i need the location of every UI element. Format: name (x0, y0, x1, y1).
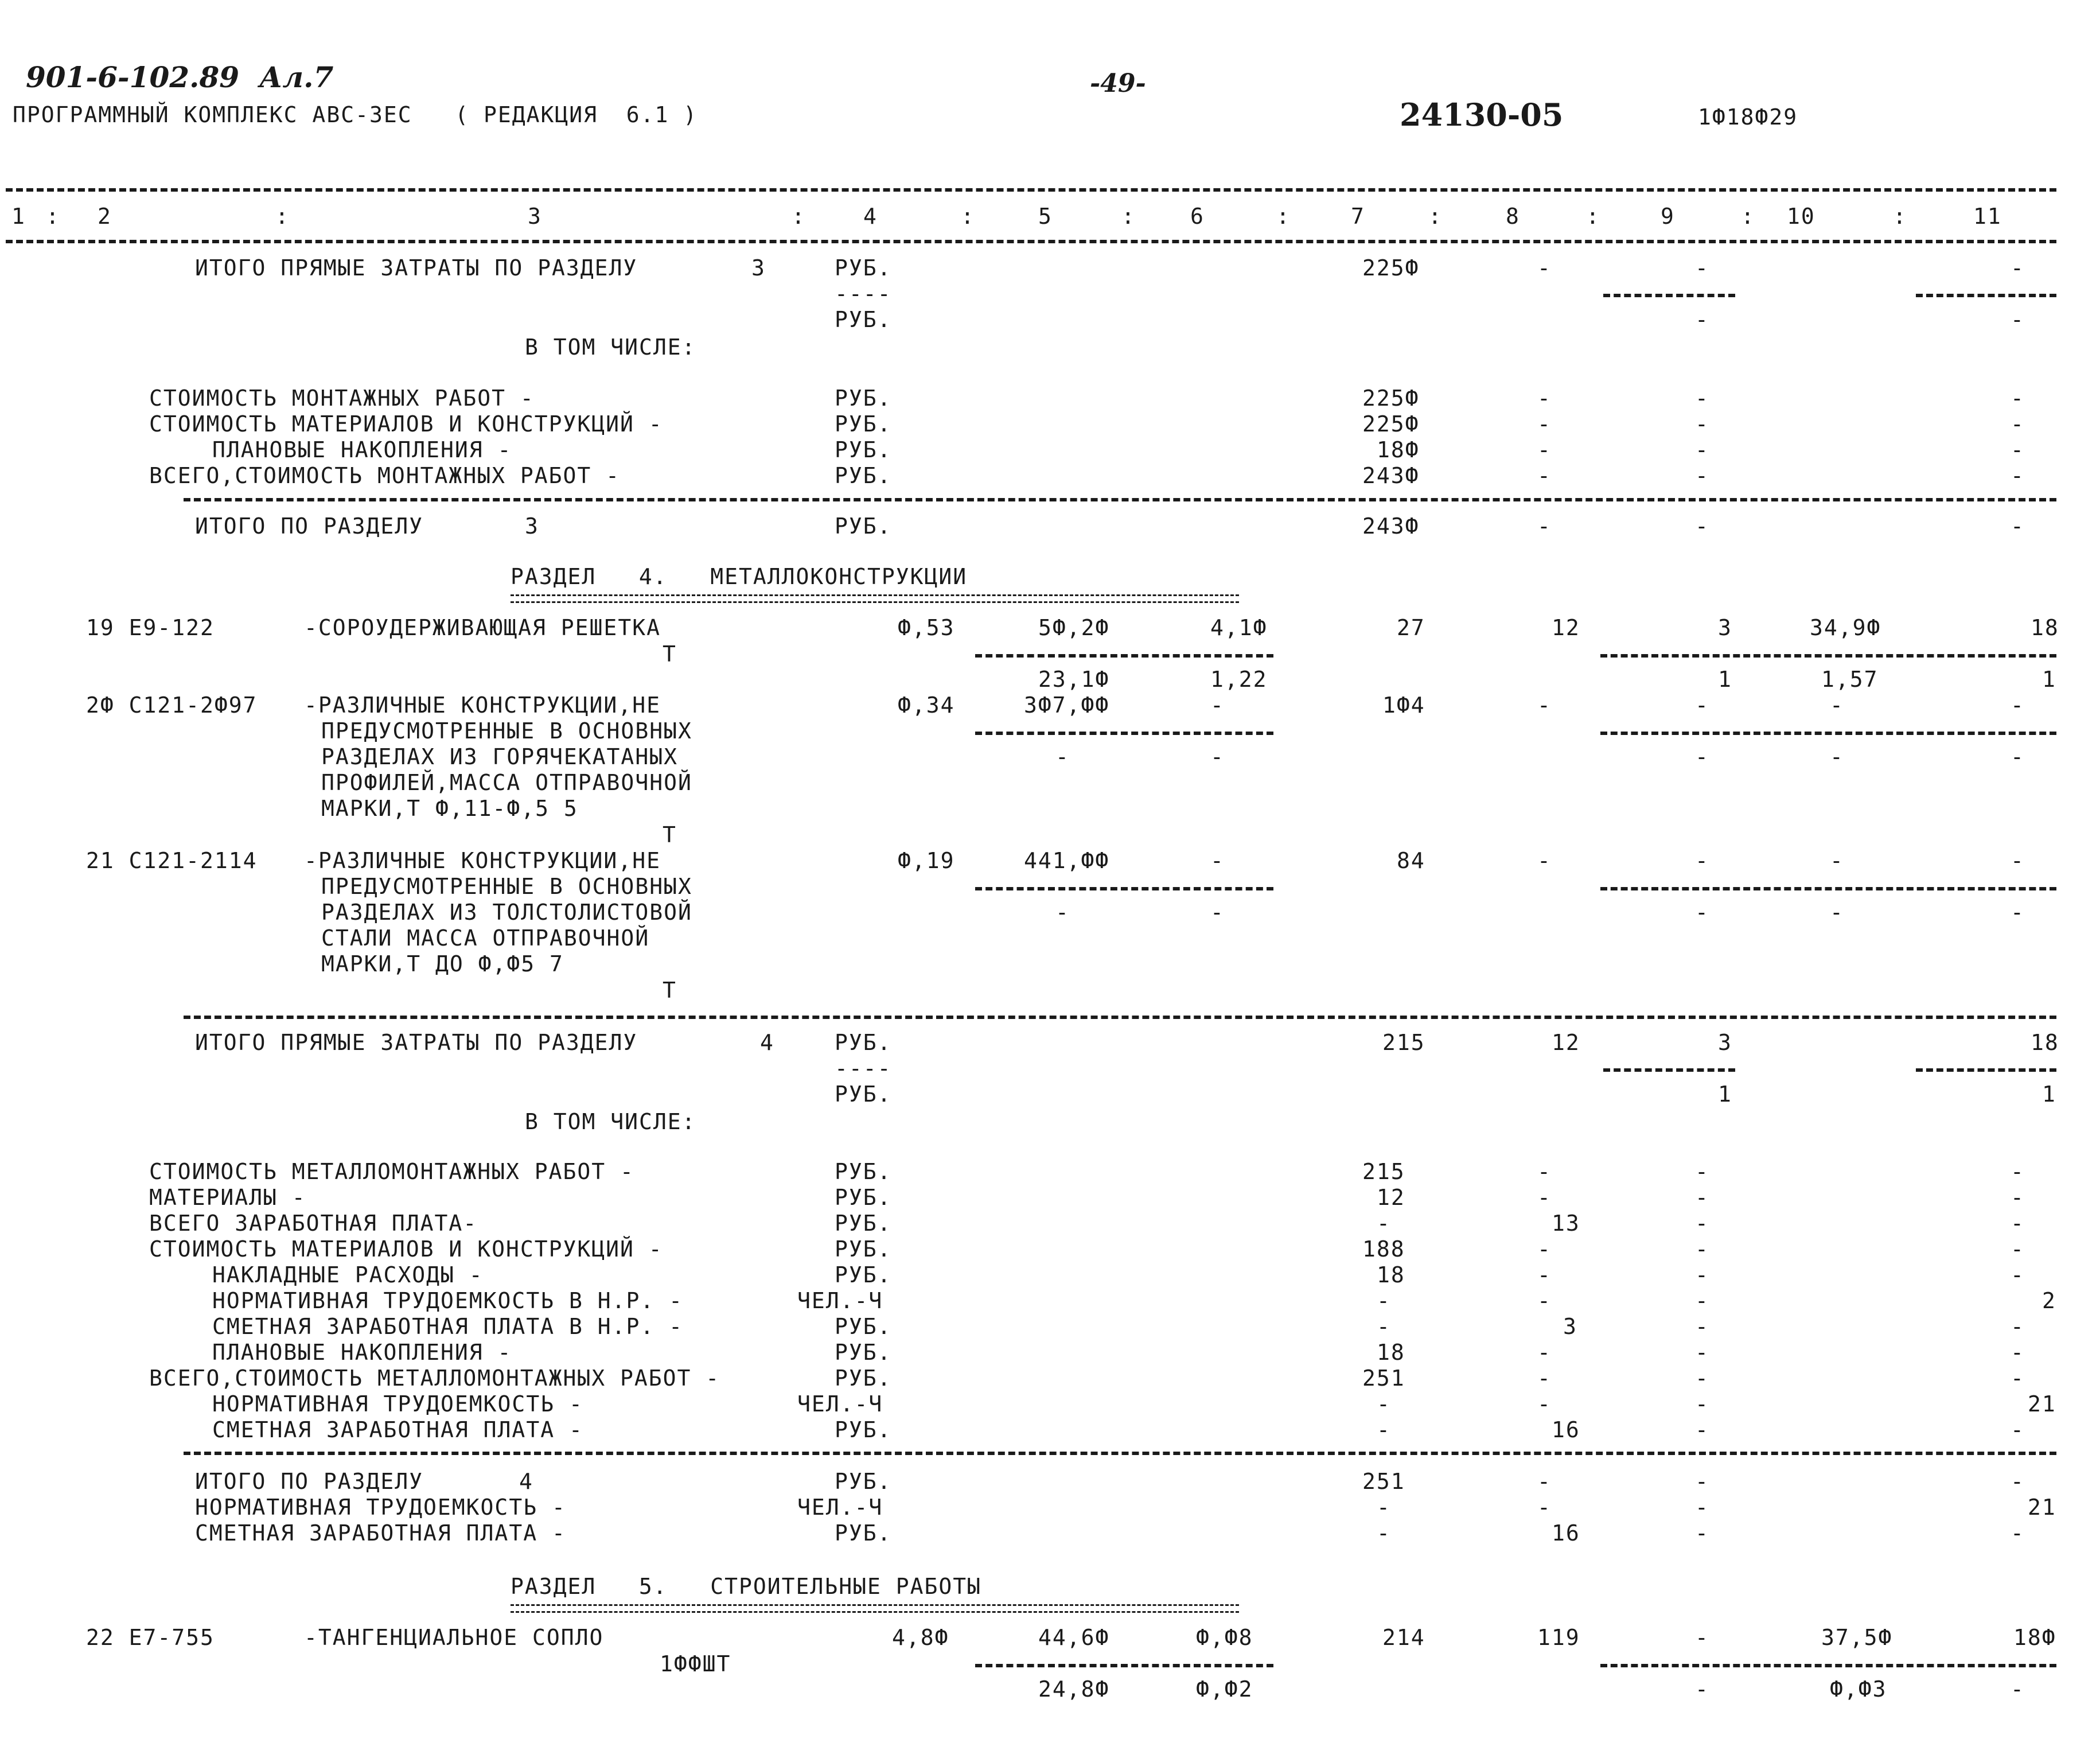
item-19-no: 19 Е9-122 (86, 615, 215, 640)
col-6: 6 (1190, 204, 1205, 229)
page-number: -49- (1090, 69, 1146, 98)
col-10: 10 (1787, 204, 1815, 229)
s3-c7: 225Ф (1362, 255, 1420, 281)
code: 1Ф18Ф29 (1698, 104, 1798, 130)
header-rule-top (6, 188, 2056, 192)
section-5-title: РАЗДЕЛ 5. СТРОИТЕЛЬНЫЕ РАБОТЫ (511, 1574, 981, 1599)
estimate-page: 901-6-102.89 Ал.7 ПРОГРАММНЫЙ КОМПЛЕКС АВС-3ЕС ( РЕДАКЦИЯ 6.1 ) -49- 24130-05 1Ф18Ф29 1 : 2 : 3 : 4 : 5 : 6 : 7 : 8 : 9 : 10 : 11 ИТОГО ПРЯМЫЕ ЗАТРАТЫ ПО РАЗДЕЛУ 3 РУБ. ---- РУБ. 225Ф - - - - - В ТОМ ЧИСЛЕ: СТОИМОСТЬ МОНТАЖНЫХ РАБОТ - СТОИМОСТЬ МАТЕРИАЛОВ И КОНСТРУКЦИЙ - ПЛАНОВЫЕ НАКОПЛЕНИЯ - ВСЕГО,СТОИМОСТЬ МОНТАЖНЫХ РАБОТ - РУБ. РУБ. РУБ. РУБ. 225Ф 225Ф 18Ф 243Ф - - - - - - - - - - - - ИТОГО ПО РАЗДЕЛУ 3 РУБ. 243Ф - - - РАЗДЕЛ 4. МЕТАЛЛОКОНСТРУКЦИИ 19 Е9-122 -СОРОУДЕРЖИВАЮЩАЯ РЕШЕТКА Т Ф,53 5Ф,2Ф 4,1Ф 27 12 3 34,9Ф 18 23,1Ф 1,22 1 1,57 1 2Ф С121-2Ф97 -РАЗЛИЧНЫЕ КОНСТРУКЦИИ,НЕ ПРЕДУСМОТРЕННЫЕ В ОСНОВНЫХ РАЗДЕЛАХ ИЗ ГОРЯЧЕКАТАНЫХ ПРОФИЛЕЙ,МАССА ОТПРАВОЧНОЙ МАРКИ,Т Ф,11-Ф,5 5 Т Ф,34 3Ф7,ФФ - 1Ф4 - - - - - - - - - 21 С121-2114 -РАЗЛИЧНЫЕ КОНСТРУКЦИИ,НЕ ПРЕДУСМОТРЕННЫЕ В ОСНОВНЫХ РАЗДЕЛАХ ИЗ ТОЛСТОЛИСТОВОЙ СТАЛИ МАССА ОТПРАВОЧНОЙ МАРКИ,Т ДО Ф,Ф5 7 Т Ф,19 441,ФФ - 84 - - - - - - - - - ИТОГО ПРЯМЫЕ ЗАТРАТЫ ПО РАЗДЕЛУ 4 РУБ. ---- РУБ. 215 12 3 18 1 1 В ТОМ ЧИСЛЕ: СТОИМОСТЬ МЕТАЛЛОМОНТАЖНЫХ РАБОТ - МАТЕРИАЛЫ - ВСЕГО ЗАРАБОТНАЯ ПЛАТА- СТОИМОСТЬ МАТЕРИАЛОВ И КОНСТРУКЦИЙ - НАКЛАДНЫЕ РАСХОДЫ - НОРМАТИВНАЯ ТРУДОЕМКОСТЬ В Н.Р. - СМЕТНАЯ ЗАРАБОТНАЯ ПЛАТА В Н.Р. - ПЛАНОВЫЕ НАКОПЛЕНИЯ - ВСЕГО,СТОИМОСТЬ МЕТАЛЛОМОНТАЖНЫХ РАБОТ - НОРМАТИВНАЯ ТРУДОЕМКОСТЬ - СМЕТНАЯ ЗАРАБОТНАЯ ПЛАТА - РУБ. РУБ. РУБ. РУБ. РУБ. ЧЕЛ.-Ч РУБ. РУБ. РУБ. ЧЕЛ.-Ч РУБ. 215 12 - 188 18 - - 18 251 - - - - 13 - - - 3 - - - 16 - - - - - - - - - - - - - - - - 2 - - - 21 - ИТОГО ПО РАЗДЕЛУ 4 НОРМАТИВНАЯ ТРУДОЕМКОСТЬ - СМЕТНАЯ ЗАРАБОТНАЯ ПЛАТА - РУБ. ЧЕЛ.-Ч РУБ. 251 - - - - 16 - - - - 21 - РАЗДЕЛ 5. СТРОИТЕЛЬНЫЕ РАБОТЫ 22 Е7-755 -ТАНГЕНЦИАЛЬНОЕ СОПЛО 1ФФШТ 4,8Ф 44,6Ф Ф,Ф8 214 119 - 37,5Ф 18Ф 24,8Ф Ф,Ф2 - Ф,Ф3 - (0, 0, 2100, 1762)
item-21-no: 21 С121-2114 (86, 848, 258, 873)
col-8: 8 (1506, 204, 1520, 229)
s3-incl: В ТОМ ЧИСЛЕ: (525, 334, 696, 360)
col-4: 4 (863, 204, 878, 229)
col-2: 2 (98, 204, 112, 229)
s3-total-num: 3 (751, 255, 766, 281)
item-20-no: 2Ф С121-2Ф97 (86, 693, 258, 718)
s3-total-label: ИТОГО ПРЯМЫЕ ЗАТРАТЫ ПО РАЗДЕЛУ (195, 255, 638, 281)
s3-unit: РУБ. (835, 255, 892, 281)
col-9: 9 (1661, 204, 1675, 229)
col-11: 11 (1973, 204, 2002, 229)
col-3: 3 (528, 204, 542, 229)
register-number: 24130-05 (1400, 96, 1564, 133)
doc-code: 901-6-102.89 Ал.7 (26, 60, 334, 94)
section-4-title: РАЗДЕЛ 4. МЕТАЛЛОКОНСТРУКЦИИ (511, 564, 968, 589)
col-5: 5 (1038, 204, 1053, 229)
header-rule-bottom (6, 240, 2056, 243)
col-1: 1 (11, 204, 26, 229)
col-7: 7 (1351, 204, 1365, 229)
item-19-name: -СОРОУДЕРЖИВАЮЩАЯ РЕШЕТКА (304, 615, 661, 640)
program-title: ПРОГРАММНЫЙ КОМПЛЕКС АВС-3ЕС ( РЕДАКЦИЯ 6.1 ) (13, 102, 698, 127)
item-22-no: 22 Е7-755 (86, 1625, 215, 1650)
